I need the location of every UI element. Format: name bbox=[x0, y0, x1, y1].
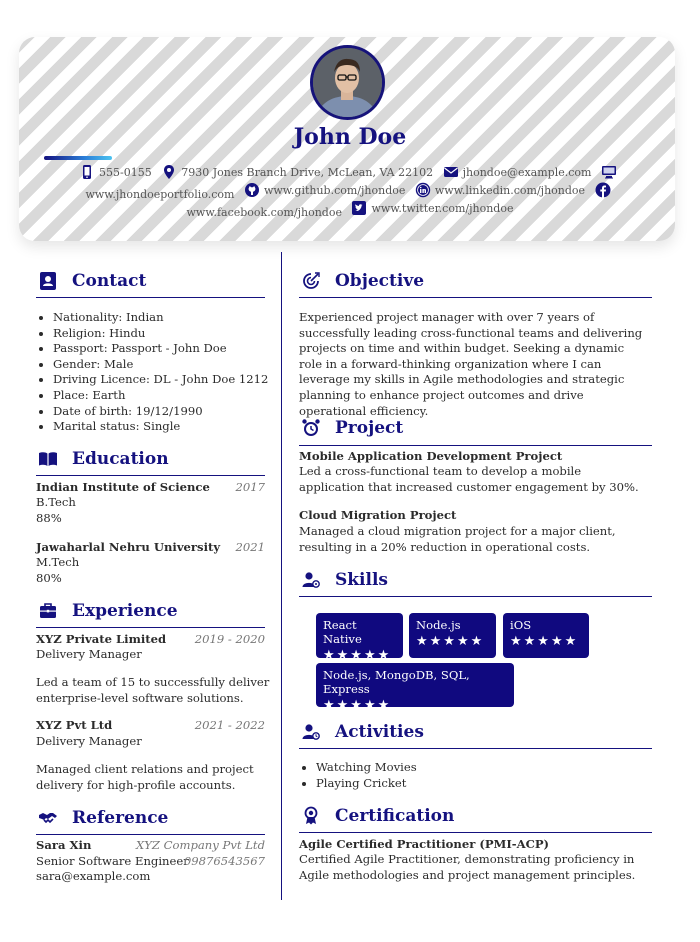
award-ribbon-icon bbox=[301, 806, 321, 826]
skill-name: Node.js bbox=[416, 618, 461, 632]
project-title: Project bbox=[335, 418, 404, 438]
experience-desc: Led a team of 15 to successfully deliver enterprise-level software solutions. bbox=[36, 675, 270, 705]
candidate-name: John Doe bbox=[293, 124, 407, 150]
education-heading bbox=[38, 449, 169, 469]
activities-title: Activities bbox=[335, 722, 424, 742]
facebook-item[interactable] bbox=[187, 206, 342, 219]
contact-card-icon bbox=[38, 271, 58, 291]
education-score: 80% bbox=[36, 571, 62, 585]
education-rule bbox=[36, 475, 265, 476]
facebook-icon-item[interactable] bbox=[595, 182, 615, 198]
linkedin-text[interactable]: www.linkedin.com/jhondoe bbox=[434, 183, 586, 197]
education-score: 88% bbox=[36, 511, 62, 525]
experience-period: 2021 - 2022 bbox=[194, 718, 265, 732]
reference-rule bbox=[36, 834, 265, 835]
open-book-icon bbox=[38, 449, 58, 469]
email-item[interactable] bbox=[443, 164, 592, 180]
address-item bbox=[161, 164, 433, 180]
twitter-item[interactable] bbox=[351, 200, 513, 216]
activities-rule bbox=[299, 748, 652, 749]
experience-heading bbox=[38, 601, 178, 621]
skill-rating: ★★★★★ bbox=[416, 634, 485, 649]
education-year: 2017 bbox=[235, 480, 265, 494]
address-text: 7930 Jones Branch Drive, McLean, VA 22102 bbox=[181, 165, 434, 179]
user-gear-icon bbox=[301, 570, 321, 590]
skill-rating: ★★★★★ bbox=[323, 698, 392, 713]
project-desc: Managed a cloud migration project for a major client, resulting in a 20% reduction in operational costs. bbox=[299, 524, 616, 554]
monitor-icon bbox=[601, 164, 617, 180]
linkedin-item[interactable] bbox=[415, 182, 585, 198]
twitter-text[interactable]: www.twitter.com/jhondoe bbox=[371, 201, 514, 215]
envelope-icon bbox=[443, 164, 459, 180]
certification-name: Agile Certified Practitioner (PMI-ACP) bbox=[299, 837, 550, 851]
skill-badge bbox=[316, 613, 403, 663]
twitter-icon bbox=[351, 200, 367, 216]
contact-row-2 bbox=[0, 182, 700, 201]
project-name: Mobile Application Development Project bbox=[299, 449, 563, 463]
portfolio-text[interactable]: www.jhondoeportfolio.com bbox=[85, 188, 235, 201]
education-school: Indian Institute of Science bbox=[36, 480, 210, 494]
objective-title: Objective bbox=[335, 271, 425, 291]
experience-role: Delivery Manager bbox=[36, 734, 142, 748]
education-degree: M.Tech bbox=[36, 555, 80, 569]
list-item: • Watching Movies bbox=[316, 760, 599, 776]
target-icon bbox=[301, 271, 321, 291]
skill-name: React Native bbox=[323, 618, 362, 646]
project-heading bbox=[301, 418, 403, 438]
experience-period: 2019 - 2020 bbox=[194, 632, 265, 646]
github-text[interactable]: www.github.com/jhondoe bbox=[263, 183, 406, 197]
skill-badge bbox=[316, 663, 514, 713]
portfolio-icon-item[interactable] bbox=[601, 164, 621, 180]
list-item: • Nationality: Indian bbox=[53, 310, 276, 326]
objective-text: Experienced project manager with over 7 years of successfully leading cross-functional teams and delivering projects on time and within budget. Seeking a dynamic role in a forward-thinking organization where I can leverage my skills in Agile methodologies and strategic planning to enhance project outcomes and drive operational efficiency. bbox=[299, 310, 643, 418]
skill-badge bbox=[503, 613, 589, 658]
map-pin-icon bbox=[161, 164, 177, 180]
contact-row-1 bbox=[0, 164, 700, 183]
experience-title: Experience bbox=[72, 601, 178, 621]
contact-title: Contact bbox=[72, 271, 147, 291]
handshake-icon bbox=[38, 808, 58, 828]
reference-email: sara@example.com bbox=[36, 869, 151, 883]
accent-bar bbox=[44, 156, 112, 160]
list-item: • Passport: Passport - John Doe bbox=[53, 341, 276, 357]
contact-list bbox=[36, 310, 276, 435]
certification-desc: Certified Agile Practitioner, demonstrating proficiency in Agile methodologies and project management principles. bbox=[299, 852, 636, 882]
column-divider bbox=[281, 252, 282, 900]
skill-name: Node.js, MongoDB, SQL, Express bbox=[323, 668, 470, 696]
certification-title: Certification bbox=[335, 806, 455, 826]
alarm-clock-icon bbox=[301, 418, 321, 438]
reference-name: Sara Xin bbox=[36, 838, 92, 852]
experience-desc: Managed client relations and project delivery for high-profile accounts. bbox=[36, 762, 254, 792]
user-clock-icon bbox=[301, 722, 321, 742]
briefcase-icon bbox=[38, 601, 58, 621]
activities-heading bbox=[301, 722, 424, 742]
github-icon bbox=[244, 182, 260, 198]
github-item[interactable] bbox=[244, 182, 405, 198]
education-school: Jawaharlal Nehru University bbox=[36, 540, 221, 554]
list-item: • Date of birth: 19/12/1990 bbox=[53, 404, 276, 420]
email-text[interactable]: jhondoe@example.com bbox=[462, 165, 592, 179]
contact-rule bbox=[36, 297, 265, 298]
objective-heading bbox=[301, 271, 424, 291]
skills-title: Skills bbox=[335, 570, 389, 590]
skill-name: iOS bbox=[510, 618, 532, 632]
list-item: • Place: Earth bbox=[53, 388, 276, 404]
reference-title: Reference bbox=[72, 808, 169, 828]
education-degree: B.Tech bbox=[36, 495, 76, 509]
experience-company: XYZ Private Limited bbox=[36, 632, 167, 646]
list-item: • Driving Licence: DL - John Doe 1212 bbox=[53, 372, 276, 388]
certification-heading bbox=[301, 806, 454, 826]
linkedin-icon bbox=[415, 182, 431, 198]
skill-badge bbox=[409, 613, 496, 658]
experience-role: Delivery Manager bbox=[36, 647, 142, 661]
list-item: • Religion: Hindu bbox=[53, 326, 276, 342]
profile-photo bbox=[313, 48, 382, 117]
project-rule bbox=[299, 445, 652, 446]
avatar bbox=[310, 45, 385, 120]
facebook-icon bbox=[595, 182, 611, 198]
certification-rule bbox=[299, 832, 652, 833]
list-item: • Marital status: Single bbox=[53, 419, 276, 435]
facebook-text[interactable]: www.facebook.com/jhondoe bbox=[186, 206, 342, 219]
contact-heading bbox=[38, 271, 146, 291]
phone-item bbox=[79, 164, 152, 180]
education-year: 2021 bbox=[235, 540, 265, 554]
reference-role: Senior Software Engineer bbox=[36, 854, 189, 868]
education-title: Education bbox=[72, 449, 169, 469]
project-name: Cloud Migration Project bbox=[299, 508, 457, 522]
skills-heading bbox=[301, 570, 388, 590]
activities-list bbox=[299, 760, 599, 791]
experience-rule bbox=[36, 627, 265, 628]
skill-rating: ★★★★★ bbox=[323, 648, 392, 663]
reference-company: XYZ Company Pvt Ltd bbox=[135, 838, 265, 852]
project-desc: Led a cross-functional team to develop a mobile application that increased customer engagement by 30%. bbox=[299, 464, 639, 494]
objective-rule bbox=[299, 297, 652, 298]
list-item: • Playing Cricket bbox=[316, 776, 599, 792]
phone-icon bbox=[79, 164, 95, 180]
skill-rating: ★★★★★ bbox=[510, 634, 579, 649]
reference-heading bbox=[38, 808, 168, 828]
contact-row-3 bbox=[0, 200, 700, 219]
experience-company: XYZ Pvt Ltd bbox=[36, 718, 113, 732]
phone-text: 555-0155 bbox=[99, 165, 152, 179]
skills-rule bbox=[299, 596, 652, 597]
reference-phone: 09876543567 bbox=[183, 854, 265, 868]
list-item: • Gender: Male bbox=[53, 357, 276, 373]
